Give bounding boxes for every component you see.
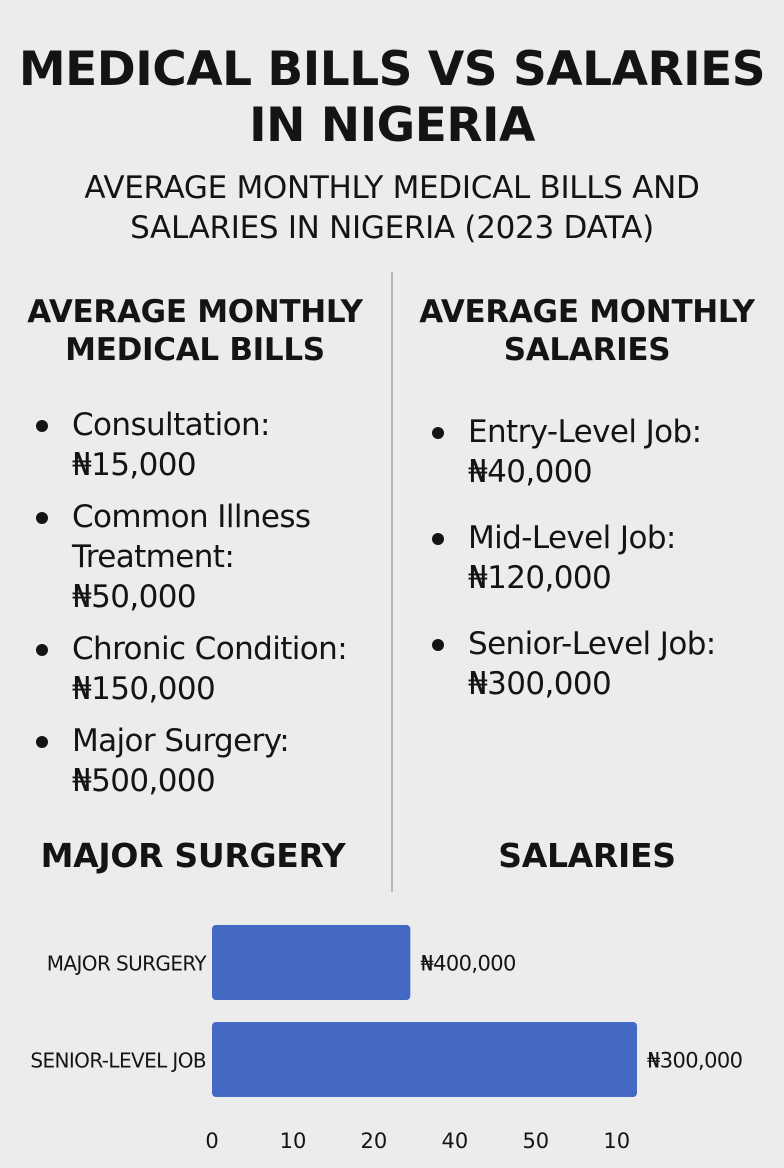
bill-label: Consultation: [72, 407, 270, 443]
data-label: ₦300,000 [647, 1048, 743, 1073]
page-subtitle [0, 168, 784, 248]
bar-0 [212, 925, 410, 1000]
list-item [34, 629, 384, 709]
bill-value: ₦150,000 [72, 671, 216, 707]
tick-label: 0 [205, 1129, 219, 1153]
salaries-heading-line-2: SALARIES [503, 332, 671, 368]
tick-label: 10 [603, 1129, 631, 1153]
bills-heading-line-2: MEDICAL BILLS [65, 332, 325, 368]
subtitle-line-2: SALARIES IN NIGERIA (2023 DATA) [130, 210, 654, 246]
bills-heading-line-1: AVERAGE MONTHLY [27, 294, 363, 330]
title-line-2: IN NIGERIA [249, 98, 535, 153]
bill-label: Chronic Condition: [72, 631, 348, 667]
section-label-salaries: SALARIES [498, 836, 676, 875]
tick-label: 10 [279, 1129, 307, 1153]
salary-value: ₦300,000 [468, 666, 612, 702]
category-label: SENIOR-LEVEL JOB [30, 1048, 206, 1073]
salary-value: ₦120,000 [468, 560, 612, 596]
section-label-major-surgery: MAJOR SURGERY [40, 836, 346, 875]
subtitle-line-1: AVERAGE MONTHLY MEDICAL BILLS AND [84, 170, 700, 206]
bar-chart [0, 900, 784, 1168]
bullet-icon [36, 420, 48, 432]
salary-label: Mid-Level Job: [468, 520, 676, 556]
bar-1 [212, 1022, 637, 1097]
title-line-1: MEDICAL BILLS VS SALARIES [18, 42, 766, 97]
salaries-heading [392, 293, 782, 369]
bills-heading [0, 293, 390, 369]
category-label: MAJOR SURGERY [46, 951, 206, 976]
bullet-icon [432, 639, 444, 651]
list-item [34, 721, 384, 801]
salary-label: Senior-Level Job: [468, 626, 716, 662]
bill-value: ₦500,000 [72, 763, 216, 799]
list-item [430, 412, 770, 492]
bullet-icon [432, 533, 444, 545]
salaries-list [430, 412, 770, 730]
list-item [34, 497, 384, 617]
list-item [34, 405, 384, 485]
bullet-icon [36, 736, 48, 748]
tick-label: 20 [360, 1129, 388, 1153]
bill-label: Major Surgery: [72, 723, 290, 759]
list-item [430, 518, 770, 598]
salaries-heading-line-1: AVERAGE MONTHLY [419, 294, 755, 330]
bill-value: ₦15,000 [72, 447, 196, 483]
bullet-icon [36, 512, 48, 524]
tick-label: 40 [441, 1129, 469, 1153]
bills-list [34, 405, 384, 813]
bill-value: ₦50,000 [72, 579, 196, 615]
bullet-icon [36, 644, 48, 656]
salary-value: ₦40,000 [468, 454, 592, 490]
list-item [430, 624, 770, 704]
salary-label: Entry-Level Job: [468, 414, 702, 450]
page-title [0, 42, 784, 154]
bill-label: Common Illness Treatment: [72, 499, 311, 575]
tick-label: 50 [522, 1129, 550, 1153]
data-label: ₦400,000 [420, 951, 516, 976]
bullet-icon [432, 427, 444, 439]
